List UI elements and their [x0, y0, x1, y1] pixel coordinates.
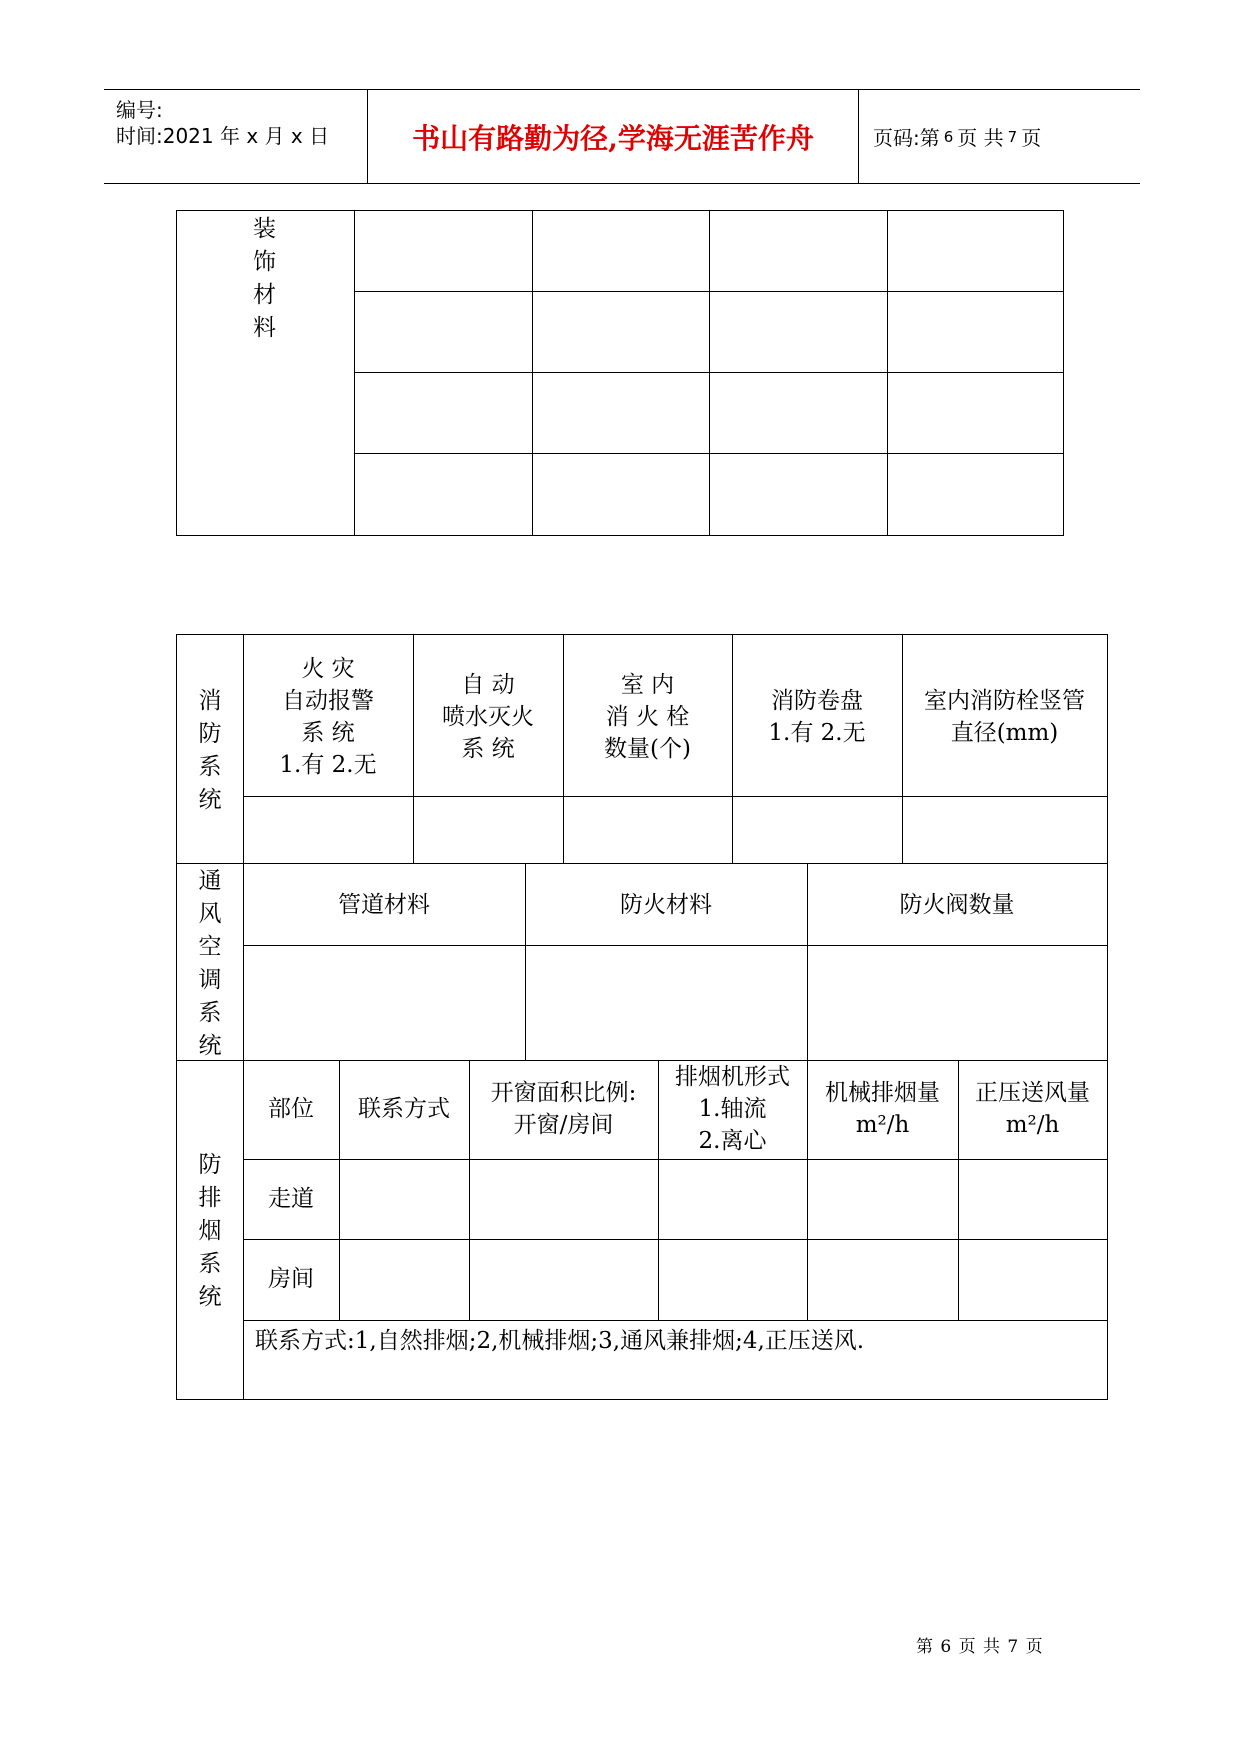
duct-material-header: 管道材料 [338, 892, 430, 918]
decoration-grid [355, 211, 1063, 535]
header-line: 正压送风量 [975, 1080, 1090, 1106]
row-corridor: 走道 [268, 1186, 314, 1212]
header-line: 1.有 2.无 [768, 720, 866, 746]
header-page-info [859, 90, 1139, 183]
page-total: 7 [1007, 127, 1018, 146]
location-header: 部位 [268, 1096, 314, 1122]
header-line: 室 内 [620, 672, 675, 698]
header-line: 喷水灭火 [442, 704, 534, 730]
header-line: 直径(mm) [950, 720, 1059, 746]
hose-reel-header [732, 685, 902, 749]
header-line: 排烟机形式 [675, 1064, 790, 1090]
serial-label: 编号: [116, 98, 163, 122]
grid-line [243, 1159, 1107, 1160]
grid-line [243, 1320, 1107, 1321]
smoke-section-label: 防排烟系统 [198, 1152, 222, 1310]
grid-line [902, 635, 903, 863]
decoration-materials-table [176, 210, 1064, 536]
grid-line [177, 863, 1107, 864]
header-line: m²/h [1005, 1112, 1060, 1138]
grid-line [732, 635, 733, 863]
hydrant-header [563, 669, 732, 765]
header-line: 开窗面积比例: [490, 1080, 637, 1106]
header-line: m²/h [855, 1112, 910, 1138]
grid-line [532, 211, 533, 535]
grid-line [177, 1060, 1107, 1061]
header-line: 消 火 栓 [605, 704, 690, 730]
sprinkler-header [413, 669, 563, 765]
fire-damper-count-header: 防火阀数量 [899, 892, 1015, 918]
header-line: 室内消防栓竖管 [924, 688, 1085, 714]
row-room: 房间 [268, 1266, 314, 1292]
fire-systems-table [176, 634, 1108, 1400]
mech-exhaust-header [807, 1077, 958, 1141]
positive-pressure-header [958, 1077, 1107, 1141]
page-end: 页 [1021, 126, 1042, 150]
window-ratio-header [469, 1077, 658, 1141]
page-header [104, 89, 1140, 184]
grid-line [243, 796, 1107, 797]
grid-line [355, 291, 1063, 292]
header-line: 1.有 2.无 [279, 752, 377, 778]
header-line: 火 灾 [301, 656, 355, 682]
grid-line [887, 211, 888, 535]
header-line: 开窗/房间 [513, 1112, 614, 1138]
grid-line [243, 945, 1107, 946]
header-motto: 书山有路勤为径,学海无涯苦作舟 [367, 90, 859, 183]
header-line: 消防卷盘 [771, 688, 863, 714]
page-mid: 页 共 [957, 126, 1004, 150]
exhaust-fan-type-header [658, 1061, 807, 1157]
header-line: 机械排烟量 [825, 1080, 940, 1106]
grid-line [355, 372, 1063, 373]
grid-line [243, 1239, 1107, 1240]
contact-method-note: 联系方式:1,自然排烟;2,机械排烟;3,通风兼排烟;4,正压送风. [255, 1328, 865, 1354]
header-line: 自动报警 [282, 688, 374, 714]
time-label: 时间:2021 年 x 月 x 日 [116, 124, 330, 148]
decoration-label-cell [177, 211, 355, 535]
header-line: 2.离心 [698, 1128, 767, 1154]
header-line: 系 统 [461, 736, 515, 762]
hvac-section-label: 通风空调系统 [198, 868, 222, 1059]
fire-alarm-header [243, 653, 413, 781]
fire-section-label: 消防系统 [198, 688, 222, 813]
grid-line [709, 211, 710, 535]
header-line: 自 动 [461, 672, 515, 698]
contact-method-header: 联系方式 [358, 1096, 450, 1122]
page-label: 页码:第 [873, 126, 940, 150]
riser-diameter-header [902, 685, 1107, 749]
fireproof-material-header: 防火材料 [620, 892, 712, 918]
page-number: 6 [943, 127, 954, 146]
header-meta [104, 90, 367, 183]
header-line: 系 统 [301, 720, 355, 746]
grid-line [355, 453, 1063, 454]
header-line: 数量(个) [604, 736, 691, 762]
page-footer: 第 6 页 共 7 页 [916, 1637, 1044, 1657]
header-line: 1.轴流 [698, 1096, 767, 1122]
decoration-label: 装饰材料 [253, 216, 276, 341]
